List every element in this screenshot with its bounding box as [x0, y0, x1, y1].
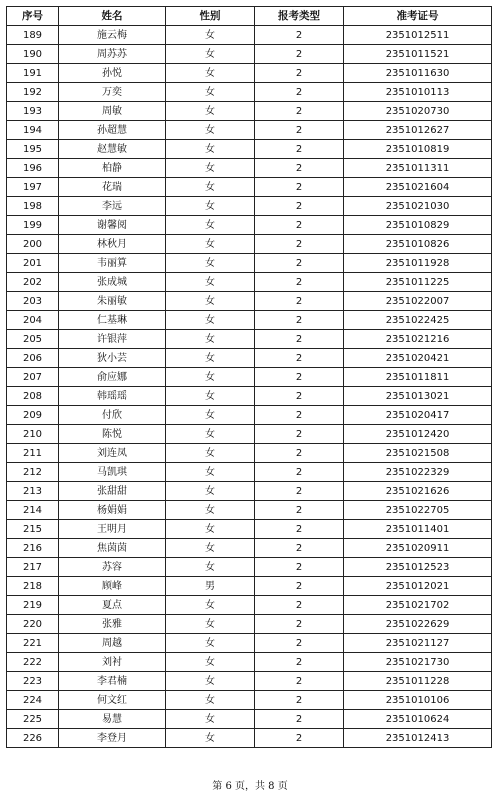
- cell-exam-type: 2: [255, 387, 344, 406]
- cell-gender: 女: [166, 520, 255, 539]
- cell-gender: 男: [166, 577, 255, 596]
- cell-index: 197: [7, 178, 59, 197]
- cell-name: 赵慧敏: [59, 140, 166, 159]
- cell-name: 杨娟娟: [59, 501, 166, 520]
- table-row: [7, 444, 492, 463]
- cell-name: 林秋月: [59, 235, 166, 254]
- cell-gender: 女: [166, 501, 255, 520]
- cell-exam-type: 2: [255, 26, 344, 45]
- cell-index: 193: [7, 102, 59, 121]
- cell-index: 205: [7, 330, 59, 349]
- cell-name: 付欣: [59, 406, 166, 425]
- cell-exam-type: 2: [255, 482, 344, 501]
- header-name: 姓名: [59, 7, 166, 26]
- cell-exam-type: 2: [255, 558, 344, 577]
- table-row: [7, 140, 492, 159]
- cell-gender: 女: [166, 406, 255, 425]
- cell-exam-type: 2: [255, 349, 344, 368]
- cell-index: 190: [7, 45, 59, 64]
- cell-gender: 女: [166, 368, 255, 387]
- cell-index: 192: [7, 83, 59, 102]
- cell-gender: 女: [166, 672, 255, 691]
- table-row: [7, 387, 492, 406]
- cell-name: 张雅: [59, 615, 166, 634]
- cell-name: 韦丽算: [59, 254, 166, 273]
- table-row: [7, 273, 492, 292]
- cell-name: 周苏苏: [59, 45, 166, 64]
- cell-ticket-number: 2351012021: [344, 577, 492, 596]
- cell-name: 易慧: [59, 710, 166, 729]
- cell-name: 许银萍: [59, 330, 166, 349]
- cell-gender: 女: [166, 235, 255, 254]
- cell-index: 203: [7, 292, 59, 311]
- cell-ticket-number: 2351021730: [344, 653, 492, 672]
- cell-gender: 女: [166, 254, 255, 273]
- cell-index: 219: [7, 596, 59, 615]
- table-row: [7, 558, 492, 577]
- cell-index: 213: [7, 482, 59, 501]
- cell-exam-type: 2: [255, 691, 344, 710]
- cell-index: 221: [7, 634, 59, 653]
- cell-gender: 女: [166, 634, 255, 653]
- header-index: 序号: [7, 7, 59, 26]
- table-row: [7, 64, 492, 83]
- cell-exam-type: 2: [255, 501, 344, 520]
- cell-exam-type: 2: [255, 273, 344, 292]
- cell-exam-type: 2: [255, 710, 344, 729]
- cell-gender: 女: [166, 729, 255, 748]
- cell-ticket-number: 2351020421: [344, 349, 492, 368]
- cell-gender: 女: [166, 596, 255, 615]
- cell-ticket-number: 2351021508: [344, 444, 492, 463]
- cell-index: 216: [7, 539, 59, 558]
- cell-gender: 女: [166, 102, 255, 121]
- cell-index: 224: [7, 691, 59, 710]
- cell-index: 195: [7, 140, 59, 159]
- cell-gender: 女: [166, 387, 255, 406]
- table-row: [7, 349, 492, 368]
- cell-ticket-number: 2351020417: [344, 406, 492, 425]
- cell-name: 李登月: [59, 729, 166, 748]
- table-row: [7, 311, 492, 330]
- cell-name: 周越: [59, 634, 166, 653]
- cell-ticket-number: 2351021702: [344, 596, 492, 615]
- cell-gender: 女: [166, 691, 255, 710]
- cell-exam-type: 2: [255, 463, 344, 482]
- cell-index: 215: [7, 520, 59, 539]
- cell-index: 210: [7, 425, 59, 444]
- cell-gender: 女: [166, 653, 255, 672]
- cell-name: 朱丽敏: [59, 292, 166, 311]
- cell-exam-type: 2: [255, 425, 344, 444]
- cell-name: 柏静: [59, 159, 166, 178]
- table-row: [7, 634, 492, 653]
- table-row: [7, 159, 492, 178]
- cell-name: 焦茵茵: [59, 539, 166, 558]
- cell-exam-type: 2: [255, 102, 344, 121]
- cell-index: 223: [7, 672, 59, 691]
- cell-exam-type: 2: [255, 368, 344, 387]
- table-row: [7, 235, 492, 254]
- cell-index: 207: [7, 368, 59, 387]
- cell-ticket-number: 2351021030: [344, 197, 492, 216]
- candidate-table: [6, 6, 492, 748]
- cell-index: 199: [7, 216, 59, 235]
- page-number: 第 6 页，共 8 页: [212, 781, 288, 792]
- cell-exam-type: 2: [255, 83, 344, 102]
- cell-gender: 女: [166, 121, 255, 140]
- cell-gender: 女: [166, 330, 255, 349]
- cell-name: 李君楠: [59, 672, 166, 691]
- cell-gender: 女: [166, 45, 255, 64]
- table-row: [7, 330, 492, 349]
- cell-gender: 女: [166, 349, 255, 368]
- cell-ticket-number: 2351020911: [344, 539, 492, 558]
- table-row: [7, 254, 492, 273]
- cell-gender: 女: [166, 482, 255, 501]
- cell-index: 202: [7, 273, 59, 292]
- cell-gender: 女: [166, 311, 255, 330]
- cell-gender: 女: [166, 64, 255, 83]
- cell-exam-type: 2: [255, 330, 344, 349]
- cell-index: 198: [7, 197, 59, 216]
- cell-name: 刘连凤: [59, 444, 166, 463]
- table-row: [7, 26, 492, 45]
- cell-gender: 女: [166, 425, 255, 444]
- table-row: [7, 615, 492, 634]
- cell-exam-type: 2: [255, 121, 344, 140]
- cell-exam-type: 2: [255, 577, 344, 596]
- cell-exam-type: 2: [255, 729, 344, 748]
- cell-name: 万奕: [59, 83, 166, 102]
- cell-exam-type: 2: [255, 444, 344, 463]
- table-row: [7, 520, 492, 539]
- cell-gender: 女: [166, 178, 255, 197]
- cell-index: 196: [7, 159, 59, 178]
- cell-gender: 女: [166, 444, 255, 463]
- cell-name: 周敏: [59, 102, 166, 121]
- cell-exam-type: 2: [255, 311, 344, 330]
- cell-index: 218: [7, 577, 59, 596]
- cell-ticket-number: 2351011228: [344, 672, 492, 691]
- table-row: [7, 653, 492, 672]
- cell-ticket-number: 2351011521: [344, 45, 492, 64]
- cell-exam-type: 2: [255, 159, 344, 178]
- cell-ticket-number: 2351022705: [344, 501, 492, 520]
- cell-name: 夏点: [59, 596, 166, 615]
- cell-gender: 女: [166, 159, 255, 178]
- cell-exam-type: 2: [255, 254, 344, 273]
- cell-ticket-number: 2351011311: [344, 159, 492, 178]
- cell-exam-type: 2: [255, 672, 344, 691]
- table-row: [7, 501, 492, 520]
- table-row: [7, 197, 492, 216]
- cell-exam-type: 2: [255, 216, 344, 235]
- cell-ticket-number: 2351021216: [344, 330, 492, 349]
- cell-index: 217: [7, 558, 59, 577]
- header-exam-type: 报考类型: [255, 7, 344, 26]
- cell-name: 狄小芸: [59, 349, 166, 368]
- table-row: [7, 596, 492, 615]
- table-row: [7, 368, 492, 387]
- cell-index: 191: [7, 64, 59, 83]
- cell-name: 顾峰: [59, 577, 166, 596]
- cell-exam-type: 2: [255, 520, 344, 539]
- cell-name: 仁基琳: [59, 311, 166, 330]
- cell-name: 韩瑶瑶: [59, 387, 166, 406]
- cell-ticket-number: 2351013021: [344, 387, 492, 406]
- table-row: [7, 425, 492, 444]
- cell-name: 张甜甜: [59, 482, 166, 501]
- cell-name: 孙悦: [59, 64, 166, 83]
- header-ticket-number: 准考证号: [344, 7, 492, 26]
- cell-gender: 女: [166, 216, 255, 235]
- cell-gender: 女: [166, 463, 255, 482]
- cell-ticket-number: 2351012420: [344, 425, 492, 444]
- cell-ticket-number: 2351011811: [344, 368, 492, 387]
- cell-name: 王明月: [59, 520, 166, 539]
- table-row: [7, 45, 492, 64]
- cell-gender: 女: [166, 292, 255, 311]
- cell-ticket-number: 2351011630: [344, 64, 492, 83]
- cell-index: 226: [7, 729, 59, 748]
- cell-ticket-number: 2351011401: [344, 520, 492, 539]
- cell-name: 俞应娜: [59, 368, 166, 387]
- table-row: [7, 292, 492, 311]
- table-row: [7, 710, 492, 729]
- cell-name: 苏容: [59, 558, 166, 577]
- cell-exam-type: 2: [255, 292, 344, 311]
- cell-exam-type: 2: [255, 615, 344, 634]
- cell-index: 208: [7, 387, 59, 406]
- cell-name: 刘衬: [59, 653, 166, 672]
- cell-ticket-number: 2351022329: [344, 463, 492, 482]
- cell-ticket-number: 2351012523: [344, 558, 492, 577]
- cell-exam-type: 2: [255, 653, 344, 672]
- cell-ticket-number: 2351012413: [344, 729, 492, 748]
- cell-index: 222: [7, 653, 59, 672]
- cell-ticket-number: 2351010106: [344, 691, 492, 710]
- cell-name: 李远: [59, 197, 166, 216]
- cell-exam-type: 2: [255, 235, 344, 254]
- table-row: [7, 178, 492, 197]
- table-row: [7, 121, 492, 140]
- table-body: [7, 26, 492, 748]
- cell-ticket-number: 2351020730: [344, 102, 492, 121]
- header-gender: 性别: [166, 7, 255, 26]
- cell-index: 220: [7, 615, 59, 634]
- cell-exam-type: 2: [255, 45, 344, 64]
- cell-index: 200: [7, 235, 59, 254]
- cell-gender: 女: [166, 83, 255, 102]
- table-row: [7, 729, 492, 748]
- cell-name: 何文红: [59, 691, 166, 710]
- cell-ticket-number: 2351022629: [344, 615, 492, 634]
- table-header-row: [7, 7, 492, 26]
- cell-index: 194: [7, 121, 59, 140]
- cell-exam-type: 2: [255, 140, 344, 159]
- cell-index: 201: [7, 254, 59, 273]
- cell-ticket-number: 2351022425: [344, 311, 492, 330]
- table-row: [7, 102, 492, 121]
- cell-index: 211: [7, 444, 59, 463]
- cell-gender: 女: [166, 710, 255, 729]
- cell-gender: 女: [166, 273, 255, 292]
- cell-name: 施云梅: [59, 26, 166, 45]
- cell-exam-type: 2: [255, 634, 344, 653]
- table-row: [7, 691, 492, 710]
- cell-index: 212: [7, 463, 59, 482]
- cell-ticket-number: 2351011225: [344, 273, 492, 292]
- cell-index: 189: [7, 26, 59, 45]
- cell-ticket-number: 2351021626: [344, 482, 492, 501]
- cell-name: 马凯琪: [59, 463, 166, 482]
- cell-ticket-number: 2351022007: [344, 292, 492, 311]
- cell-ticket-number: 2351010826: [344, 235, 492, 254]
- table-row: [7, 577, 492, 596]
- table-row: [7, 672, 492, 691]
- cell-ticket-number: 2351010819: [344, 140, 492, 159]
- cell-exam-type: 2: [255, 197, 344, 216]
- cell-exam-type: 2: [255, 539, 344, 558]
- cell-gender: 女: [166, 539, 255, 558]
- cell-index: 206: [7, 349, 59, 368]
- cell-ticket-number: 2351021604: [344, 178, 492, 197]
- table-row: [7, 83, 492, 102]
- cell-name: 陈悦: [59, 425, 166, 444]
- cell-ticket-number: 2351021127: [344, 634, 492, 653]
- cell-exam-type: 2: [255, 178, 344, 197]
- cell-ticket-number: 2351011928: [344, 254, 492, 273]
- cell-exam-type: 2: [255, 406, 344, 425]
- table-row: [7, 406, 492, 425]
- table-row: [7, 463, 492, 482]
- cell-name: 花瑞: [59, 178, 166, 197]
- cell-index: 225: [7, 710, 59, 729]
- cell-gender: 女: [166, 197, 255, 216]
- cell-index: 209: [7, 406, 59, 425]
- cell-gender: 女: [166, 140, 255, 159]
- cell-index: 214: [7, 501, 59, 520]
- cell-exam-type: 2: [255, 596, 344, 615]
- cell-gender: 女: [166, 615, 255, 634]
- cell-index: 204: [7, 311, 59, 330]
- table-row: [7, 539, 492, 558]
- table-row: [7, 216, 492, 235]
- cell-gender: 女: [166, 558, 255, 577]
- cell-gender: 女: [166, 26, 255, 45]
- table-row: [7, 482, 492, 501]
- cell-ticket-number: 2351010829: [344, 216, 492, 235]
- cell-name: 张成城: [59, 273, 166, 292]
- cell-ticket-number: 2351012627: [344, 121, 492, 140]
- cell-ticket-number: 2351010113: [344, 83, 492, 102]
- cell-ticket-number: 2351012511: [344, 26, 492, 45]
- cell-exam-type: 2: [255, 64, 344, 83]
- cell-ticket-number: 2351010624: [344, 710, 492, 729]
- cell-name: 孙超慧: [59, 121, 166, 140]
- cell-name: 谢馨阅: [59, 216, 166, 235]
